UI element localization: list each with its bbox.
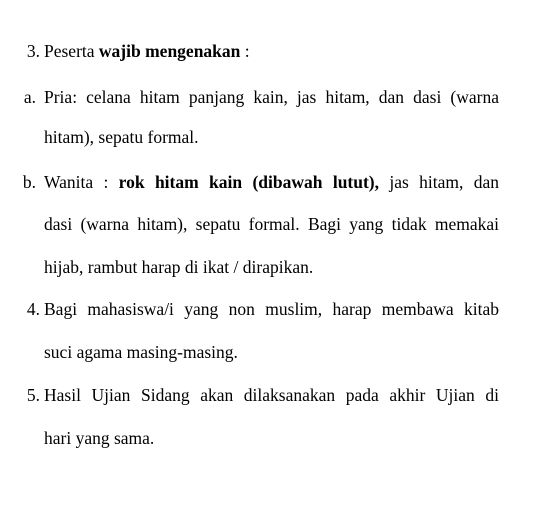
list-item-line (44, 213, 499, 235)
text-span: Peserta (44, 41, 99, 61)
list-item-line (44, 384, 499, 406)
bold-text: wajib mengenakan (98, 41, 241, 61)
list-item-line (44, 40, 499, 62)
list-marker: 3. (26, 41, 40, 61)
list-item-line (44, 298, 499, 320)
list-item-line (44, 427, 499, 449)
list-item-line (44, 126, 499, 148)
text-span: hitam), sepatu formal. (44, 127, 199, 147)
list-marker: b. (22, 172, 36, 192)
text-span: hari yang sama. (44, 428, 155, 448)
text-span: dasi (warna hitam), sepatu formal. Bagi yang tidak memakai (44, 214, 499, 234)
text-span: : (240, 41, 250, 61)
list-marker: 4. (26, 299, 40, 319)
list-item-line (44, 341, 499, 363)
text-span: Wanita : (44, 172, 119, 192)
text-span: Bagi mahasiswa/i yang non muslim, harap membawa kitab (44, 299, 499, 319)
list-item-line (44, 86, 499, 108)
text-span: Hasil Ujian Sidang akan dilaksanakan pada akhir Ujian di (44, 385, 499, 405)
text-span: hijab, rambut harap di ikat / dirapikan. (44, 257, 314, 277)
list-item-line (44, 171, 499, 193)
bold-text: rok hitam kain (dibawah lutut), (118, 172, 380, 192)
list-marker: 5. (26, 385, 40, 405)
text-span: suci agama masing-masing. (44, 342, 238, 362)
list-marker: a. (23, 87, 36, 107)
text-span: Pria: celana hitam panjang kain, jas hitam, dan dasi (warna (44, 87, 499, 107)
text-span: jas hitam, dan (379, 172, 499, 192)
list-item-line (44, 256, 499, 278)
